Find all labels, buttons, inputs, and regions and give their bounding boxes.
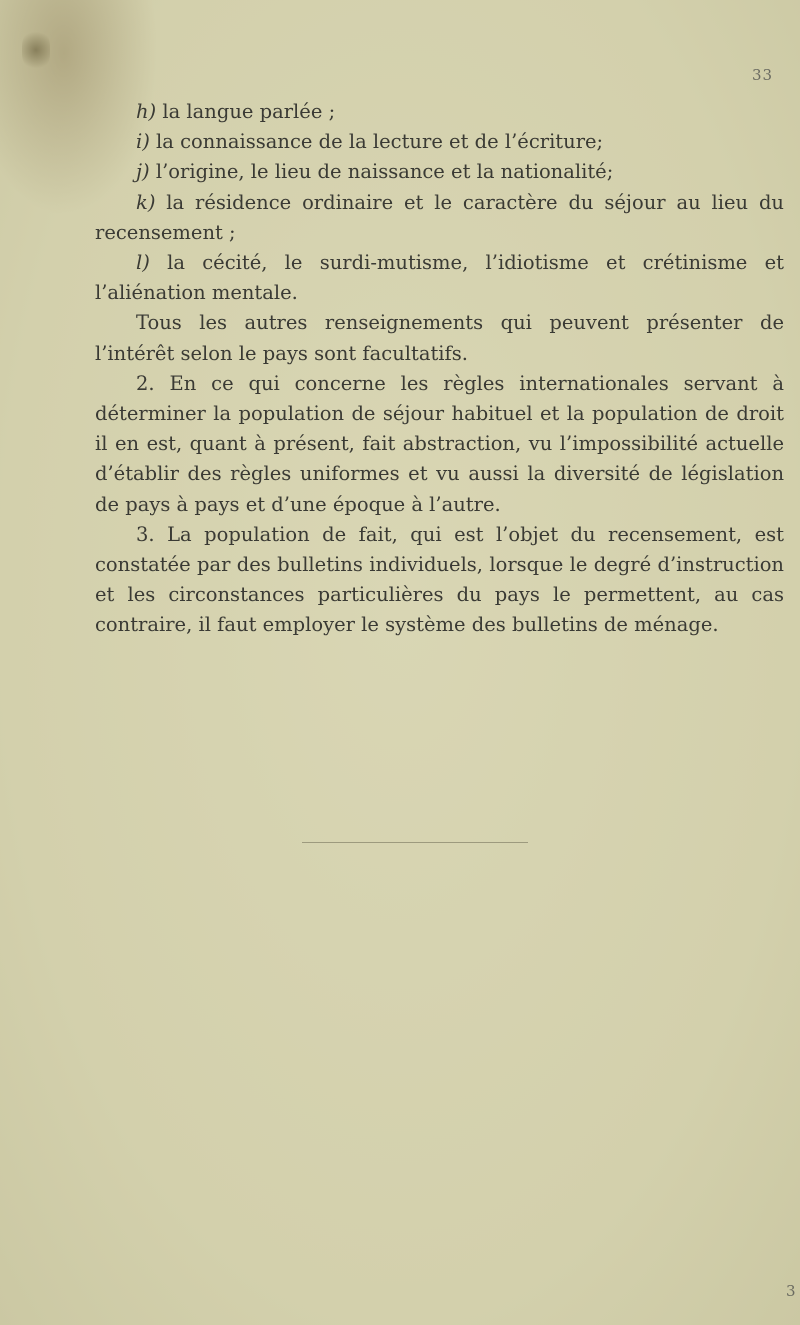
paragraph-2: 2. En ce qui concerne les règles internationales servant à déterminer la population de séjour habituel et la population de droit il en est, quant à présent, fait abstraction, vu l’impossibilité actuelle d’établir des règles uniformes et vu aussi la diversité de législation de pays à pays et d’une époque à l’autre. bbox=[95, 371, 784, 516]
item-letter: l) bbox=[136, 251, 150, 275]
paragraph-3: 3. La population de fait, qui est l’objet du recensement, est constatée par des bulletins individuels, lorsque le degré d’instruction et les circonstances particulières du pays le permettent, au cas contraire, il faut employer le système des bulletins de ménage. bbox=[95, 522, 784, 637]
paragraph-optional: Tous les autres renseignements qui peuvent présenter de l’intérêt selon le pays sont facultatifs. bbox=[95, 311, 784, 365]
item-text: la cécité, le surdi-mutisme, l’idiotisme et crétinisme et l’aliénation mentale. bbox=[95, 251, 784, 305]
list-item-h bbox=[95, 97, 784, 127]
list-item-l bbox=[95, 248, 784, 308]
item-text: la résidence ordinaire et le caractère du séjour au lieu du recensement ; bbox=[95, 190, 784, 244]
paper-stain bbox=[22, 30, 50, 70]
list-item-j bbox=[95, 157, 784, 187]
item-letter: h) bbox=[136, 100, 157, 123]
page-number: 33 bbox=[752, 66, 774, 84]
item-text: la langue parlée ; bbox=[156, 100, 336, 123]
signature-mark: 3 bbox=[786, 1282, 796, 1300]
list-item-i bbox=[95, 127, 784, 157]
item-text: l’origine, le lieu de naissance et la nationalité; bbox=[149, 160, 614, 184]
body-text bbox=[95, 97, 784, 641]
list-item-k bbox=[95, 188, 784, 248]
item-letter: j) bbox=[136, 160, 150, 184]
item-text: la connaissance de la lecture et de l’écriture; bbox=[149, 130, 604, 154]
divider-rule bbox=[302, 842, 528, 843]
item-letter: k) bbox=[136, 190, 156, 214]
item-letter: i) bbox=[136, 130, 150, 154]
